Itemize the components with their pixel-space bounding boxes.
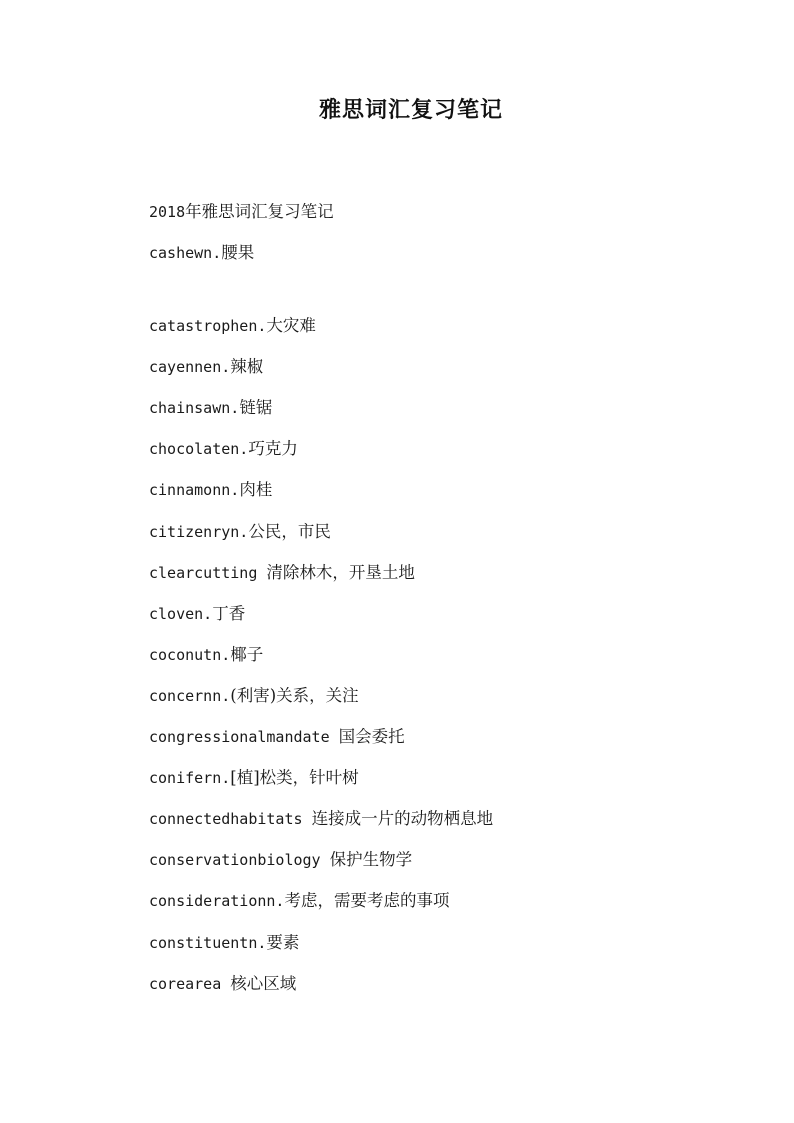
entry-meaning: 链锯 bbox=[239, 398, 273, 418]
entry-term: cayennen. bbox=[149, 358, 231, 377]
list-item bbox=[149, 723, 749, 764]
entry-term: chocolaten. bbox=[149, 440, 249, 459]
entry-term: cinnamonn. bbox=[149, 481, 240, 500]
entry-term: corearea bbox=[149, 974, 231, 993]
entry-meaning: 考虑，需要考虑的事项 bbox=[284, 891, 450, 911]
list-item bbox=[149, 239, 749, 312]
entry-term: catastrophen. bbox=[149, 317, 267, 336]
entry-term: constituentn. bbox=[149, 933, 267, 952]
entry-meaning: 保护生物学 bbox=[329, 850, 413, 870]
entry-meaning: 腰果 bbox=[221, 243, 255, 263]
list-item bbox=[149, 805, 749, 846]
entry-meaning: 公民，市民 bbox=[248, 521, 331, 541]
list-item bbox=[149, 682, 749, 723]
list-item bbox=[149, 600, 749, 641]
entry-meaning: 辣椒 bbox=[230, 357, 264, 377]
entry-meaning: 巧克力 bbox=[248, 439, 298, 459]
document-title: 雅思词汇复习笔记 bbox=[318, 97, 503, 123]
entry-meaning: 椰子 bbox=[230, 644, 264, 664]
list-item bbox=[149, 559, 749, 600]
entry-term: considerationn. bbox=[149, 892, 285, 911]
list-item bbox=[149, 929, 749, 970]
entry-meaning: 肉桂 bbox=[239, 480, 273, 500]
list-item bbox=[149, 518, 749, 559]
entry-meaning: 国会委托 bbox=[338, 727, 405, 747]
list-item bbox=[149, 312, 749, 353]
list-item bbox=[149, 353, 749, 394]
list-item bbox=[149, 394, 749, 435]
list-item bbox=[149, 476, 749, 517]
list-item bbox=[149, 764, 749, 805]
heading-year: 2018 bbox=[149, 203, 186, 221]
entry-term: conifern. bbox=[149, 769, 231, 788]
entry-term: concernn. bbox=[149, 686, 231, 705]
entry-meaning: 丁香 bbox=[212, 603, 246, 623]
entry-meaning: [植]松类，针叶树 bbox=[230, 768, 359, 788]
entry-meaning: 大灾难 bbox=[266, 316, 316, 336]
entry-term: connectedhabitats bbox=[149, 810, 312, 829]
entry-meaning: 清除林木，开垦土地 bbox=[266, 562, 415, 582]
list-item bbox=[149, 970, 749, 1011]
entry-term: citizenryn. bbox=[149, 522, 249, 541]
entry-meaning: (利害)关系，关注 bbox=[230, 685, 359, 705]
list-item bbox=[149, 641, 749, 682]
vocabulary-list bbox=[149, 198, 749, 1011]
list-item bbox=[149, 887, 749, 928]
heading-line bbox=[149, 198, 749, 239]
entry-term: cashewn. bbox=[149, 244, 222, 263]
entry-term: congressionalmandate bbox=[149, 728, 339, 747]
entry-term: cloven. bbox=[149, 604, 213, 623]
entry-term: clearcutting bbox=[149, 563, 267, 582]
entry-term: conservationbiology bbox=[149, 851, 330, 870]
heading-text: 年雅思词汇复习笔记 bbox=[185, 202, 334, 221]
entry-term: coconutn. bbox=[149, 645, 231, 664]
list-item bbox=[149, 435, 749, 476]
list-item bbox=[149, 846, 749, 887]
entry-meaning: 要素 bbox=[266, 932, 300, 952]
entry-meaning: 核心区域 bbox=[230, 973, 297, 993]
entry-term: chainsawn. bbox=[149, 399, 240, 418]
entry-meaning: 连接成一片的动物栖息地 bbox=[311, 809, 494, 829]
